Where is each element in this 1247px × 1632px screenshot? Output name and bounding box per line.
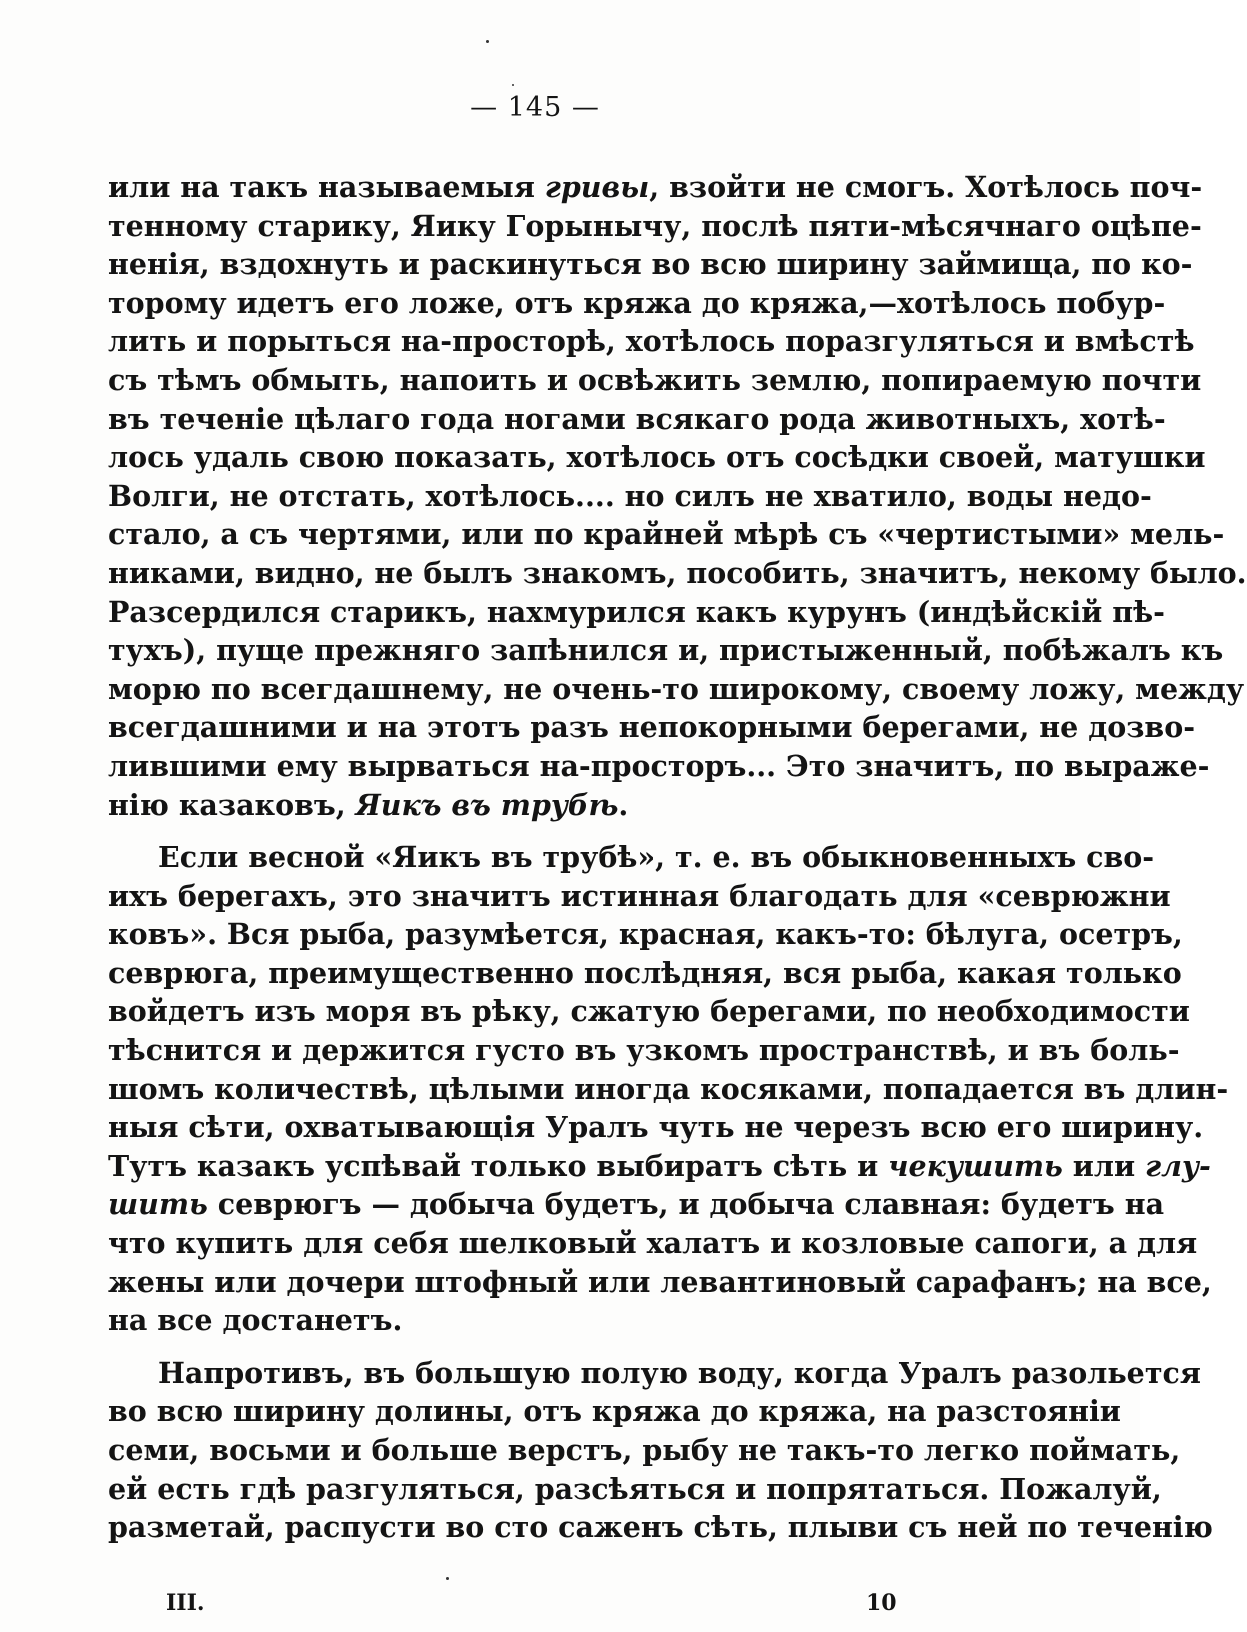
- text-run: всегдашними и на этотъ разъ непокорными берегами, не дозво-: [108, 710, 1196, 745]
- text-run: ей есть гдѣ разгуляться, разсѣяться и попрятаться. Пожалуй,: [108, 1471, 1162, 1506]
- text-run: войдетъ изъ моря въ рѣку, сжатую берегами, по необходимости: [108, 994, 1190, 1029]
- italic-term: глу-: [1145, 1148, 1211, 1183]
- text-line: [108, 708, 1196, 747]
- scan-speck: [446, 1577, 449, 1580]
- text-run: семи, восьми и больше верстъ, рыбу не такъ-то легко поймать,: [108, 1433, 1181, 1467]
- text-line: [108, 954, 1182, 993]
- scan-speck: [486, 40, 489, 43]
- paragraph-gap: [108, 824, 963, 838]
- text-line: [108, 284, 1166, 323]
- text-run: что купить для себя шелковый халатъ и козловые сапоги, а для: [108, 1226, 1198, 1261]
- text-line: [108, 593, 1165, 632]
- text-line: [108, 1431, 1181, 1470]
- italic-term: гривы: [544, 170, 650, 204]
- italic-term: чекушить: [888, 1148, 1063, 1183]
- text-line: [108, 1224, 1198, 1263]
- text-run: Разсердился старикъ, нахмурился какъ курунъ (индѣйскій пѣ-: [108, 594, 1165, 629]
- text-run: севрюга, преимущественно послѣдняя, вся рыба, какая только: [108, 955, 1182, 990]
- text-run: стало, а съ чертями, или по крайней мѣрѣ съ «чертистыми» мель-: [108, 517, 1225, 552]
- text-line: [108, 877, 1171, 916]
- text-run: или на такъ называемыя: [108, 170, 545, 204]
- text-run: или: [1062, 1148, 1146, 1183]
- text-line: [108, 631, 1224, 670]
- signature-mark: III.: [166, 1590, 205, 1616]
- text-line: [108, 554, 1247, 593]
- text-run: тѣснится и держится густо въ узкомъ пространствѣ, и въ боль-: [108, 1033, 1180, 1068]
- text-run: лившими ему вырваться на-просторъ... Это значитъ, по выраже-: [108, 748, 1210, 783]
- text-line: [108, 1354, 1201, 1393]
- text-line: [108, 1263, 1212, 1302]
- text-line: [108, 1031, 1180, 1070]
- text-line: [108, 915, 1183, 954]
- text-run: тенному старику, Яику Горынычу, послѣ пяти-мѣсячнаго оцѣпе-: [108, 208, 1202, 243]
- text-run: ихъ берегахъ, это значитъ истинная благодать для «севрюжни: [108, 878, 1171, 913]
- text-run: Если весной «Яикъ въ трубѣ», т. е. въ обыкновенныхъ сво-: [158, 840, 1155, 875]
- paragraph-gap: [108, 1340, 963, 1354]
- text-run: никами, видно, не былъ знакомъ, пособить, значитъ, некому было.: [108, 555, 1247, 590]
- sheet-number: 10: [866, 1590, 897, 1616]
- text-run: разметай, распусти во сто саженъ сѣть, плыви съ ней по теченію: [108, 1510, 1213, 1545]
- text-line: [108, 322, 1195, 361]
- text-line: [108, 992, 1190, 1031]
- text-line: [108, 1392, 1121, 1431]
- text-run: Напротивъ, въ большую полую воду, когда Уралъ разольется: [158, 1355, 1201, 1390]
- text-run: нію казаковъ,: [108, 787, 356, 822]
- text-run: на все достанетъ.: [108, 1303, 403, 1338]
- text-run: лось удаль свою показать, хотѣлось отъ сосѣдки своей, матушки: [108, 440, 1206, 475]
- text-line: [108, 747, 1210, 786]
- text-run: , взойти не смогъ. Хотѣлось поч-: [649, 170, 1203, 204]
- text-line: [108, 207, 1202, 246]
- text-line: [108, 1508, 1213, 1547]
- text-line: [108, 245, 1193, 284]
- text-line: [108, 1301, 963, 1340]
- text-line: [108, 1147, 1211, 1186]
- text-run: ныя сѣти, охватывающія Уралъ чуть не черезъ всю его ширину.: [108, 1110, 1204, 1145]
- text-run: въ теченіе цѣлаго года ногами всякаго рода животныхъ, хотѣ-: [108, 401, 1166, 436]
- text-run: шомъ количествѣ, цѣлыми иногда косяками, попадается въ длин-: [108, 1071, 1229, 1106]
- text-line: [108, 515, 1225, 554]
- text-run: тухъ), пуще прежняго запѣнился и, пристыженный, побѣжалъ къ: [108, 633, 1224, 668]
- italic-term: шить: [108, 1187, 208, 1222]
- italic-term: Яикъ въ трубѣ: [355, 787, 619, 822]
- text-run: ненія, вздохнуть и раскинуться во всю ширину займища, по ко-: [108, 247, 1193, 282]
- text-line: [108, 438, 1206, 477]
- page-footer: [0, 1590, 1140, 1620]
- text-run: во всю ширину долины, отъ кряжа до кряжа, на разстояніи: [108, 1394, 1121, 1429]
- text-line: [108, 1185, 1165, 1224]
- page-number: — 145 —: [470, 92, 600, 123]
- text-line: [108, 670, 1245, 709]
- text-run: съ тѣмъ обмыть, напоить и освѣжить землю, попираемую почти: [108, 362, 1202, 397]
- text-run: .: [618, 787, 629, 822]
- text-run: Волги, не отстать, хотѣлось.... но силъ не хватило, воды недо-: [108, 478, 1152, 513]
- text-run: жены или дочери штофный или левантиновый сарафанъ; на все,: [108, 1264, 1212, 1299]
- text-run: торому идетъ его ложе, отъ кряжа до кряжа,—хотѣлось побур-: [108, 285, 1166, 320]
- text-line: [108, 361, 1202, 400]
- text-line: [108, 477, 1152, 516]
- text-line: [108, 168, 1203, 207]
- text-run: севрюгъ — добыча будетъ, и добыча славная: будетъ на: [207, 1187, 1165, 1222]
- scan-speck: [512, 84, 514, 86]
- text-run: Тутъ казакъ успѣвай только выбиратъ сѣть и: [108, 1148, 889, 1183]
- text-line: [108, 1470, 1162, 1509]
- body-text: [108, 168, 1247, 1547]
- text-run: лить и порыться на-просторѣ, хотѣлось поразгуляться и вмѣстѣ: [108, 324, 1195, 359]
- text-line: [108, 786, 963, 825]
- text-line: [108, 1070, 1229, 1109]
- text-run: ковъ». Вся рыба, разумѣется, красная, какъ-то: бѣлуга, осетръ,: [108, 917, 1183, 952]
- text-run: морю по всегдашнему, не очень-то широкому, своему ложу, между: [108, 671, 1245, 706]
- text-line: [108, 838, 1155, 877]
- text-line: [108, 400, 1166, 439]
- text-line: [108, 1108, 1204, 1147]
